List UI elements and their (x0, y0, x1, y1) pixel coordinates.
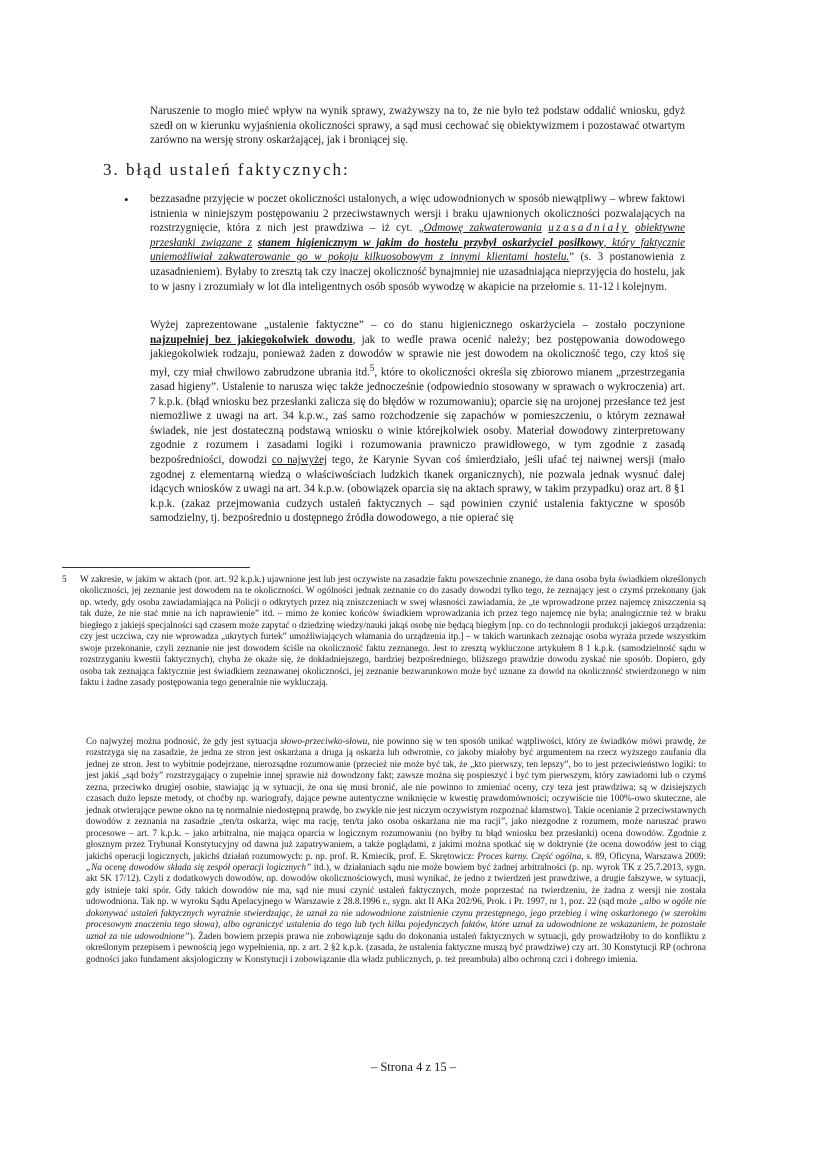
quote-run: , który faktycznie uniemożliwiał zakwaterowanie go w pokoju kilkuosobowym z innymi klientami hostelu. (150, 236, 686, 264)
quote-run: obiektywne przesłanki związane z (150, 222, 686, 249)
text-run: Wyżej zaprezentowane „ustalenie faktyczne” – co do stanu higienicznego oskarżyciela – zostało poczynione (150, 319, 685, 331)
bold-underlined-run: najzupełniej bez jakiegokolwiek dowodu (150, 333, 353, 346)
footnote-paragraph-2 (86, 737, 706, 966)
text-run: Co najwyżej można podnosić, że gdy jest sytuacja (86, 737, 281, 747)
quote-bold-run: stanem higienicznym w jakim do hostelu przybył oskarżyciel posiłkowy (257, 236, 604, 249)
text-run: tego, że Karynie Syvan coś śmierdziało, jeśli ufać tej naiwnej wersji (mało zgodnej z elementarną wiedzą o właściwościach ludzkich tkanek organicznych), nie pozwala jednak wysnuć dalej idących wniosków z uwagi na art. 34 k.p.w. (obowiązek oparcia się na aktach sprawy, w takim przypadku) oraz art. 8 §1 k.p.k. (zakaz przejmowania cudzych ustaleń faktycznych – sąd powinien czynić ustalenia faktyczne w sposób samodzielny, tj. bezpośrednio u dostępnego źródła dowodowego, a nie opierać się (150, 454, 685, 525)
text-run: itd.), w działaniach sądu nie może bowiem być żadnej arbitralności (p. np. wyrok TK z 25.7.2013, sygn. akt SK 17/12). Czyli z dodatkowych dowodów, np. dowodów okolicznościowych, musi wynikać, że jedno z twierdzeń jest prawdziwe, a drugie fałszywe, w sytuacji, gdy istnieje taki spór. Gdy takich dowodów nie ma, sąd nie musi czynić ustaleń faktycznych, może poprzestać na twierdzeniu, że żadna z wersji nie została udowodniona. Tak np. w wyroku Sądu Apelacyjnego w Warszawie z 28.8.1996 r., sygn. akt II AKa 202/96, Prok. i Pr. 1997, nr 1, poz. 22 (sąd może (86, 862, 706, 908)
footnote-paragraph-1: W zakresie, w jakim w aktach (por. art. 92 k.p.k.) ujawnione jest lub jest oczywiste na zasadzie faktu powszechnie znanego, że dana osoba była świadkiem określonych okoliczności, jej zeznanie jest dowodem na te okoliczności. W ogólności jednak zeznanie co do zasady dowodzi tylko tego, że zeznający jest o czymś przekonany (jak np. wtedy, gdy osoba zawiadamiająca na Policji o odkrytych przez nią zniszczeniach w swej własności zawiadamia, że „te wprowadzone przez najemcę zniszczenia są tak duże, że nie stać mnie na ich naprawienie” itd. – mimo że koniec końców świadkiem wprowadzania ich przez tego najemcę nie była; analogicznie też w braku biegłego z jakiejś specjalności sąd czasem może zapytać o dziedzinę wiedzy/nauki jakąś osobę nie będącą biegłym [np. co do technologii produkcji jakiegoś urządzenia: czy jest uczciwa, czy nie wprowadza „ukrytych furtek” umożliwiających włamania do urządzenia itp.] – w takich warunkach zeznając osoba wyraża przede wszystkim swoje przekonanie, czyli zeznanie nie jest dowodem ściśle na okoliczność faktu zeznanego. Jest to zresztą wykluczone artykułem 8 1 k.p.k. (samodzielność sądu w rozstrzyganiu kwestii faktycznych), chyba że okaże się, że dokładniejszego, bardziej bezpośredniego, bliższego prawdzie dowodu zyskać nie sposób. Dopiero, gdy osoba tak zeznająca faktycznie jest świadkiem zeznawanej okoliczności, jej zeznanie bezwarunkowo może być uznane za dowód na okoliczność stwierdzonego w nim faktu i żadne zasady postępowania tego generalnie nie wykluczają. (80, 575, 706, 689)
bullet-paragraph-2 (150, 318, 685, 526)
footnote-number: 5 (62, 575, 67, 585)
text-run: , nie powinno się w ten sposób unikać wątpliwości, który ze świadków mówi prawdę, że rozstrzyga się na zasadzie, że jedna ze stron jest oskarżana a druga ją oskarża lub odwrotnie, co jakoby miałoby być argumentem na rzecz wyższego zaufania dla jednej ze stron. Jest to wybitnie podejrzane, nierozsądne rozumowanie (przecież nie może być tak, że „kto pierwszy, ten lepszy”, bo to jest przeciwieństwo logiki: to jest jakiś „sąd boży” rozstrzygający o zupełnie innej sprawie niż dowodzony fakt; zawsze można się pospieszyć i być tym pierwszym, który zawiadomi lub o czymś zezna, przeciwko drugiej osobie, stawiając ją w sytuacji, że ona się musi bronić, ale nie powinno to zmieniać oceny, czy teza jest prawdziwa; są w dzisiejszych czasach dużo lepsze metody, ot choćby np. wariografy, dające pewne autentyczne wniknięcie w kwestię prawdomówności; oczywiście nie 100%-owo skuteczne, ale jednak otwierające pewne okno na tę normalnie niedostępną prawdę, bo zwykle nie jest niczym oczywistym rozpoznać kłamstwo). Takie ocenianie 2 przeciwstawnych dowodów z zeznania na zasadzie „ten/ta oskarża, więc ma rację, ten/ta jako osoba oskarżana nie ma racji”, jako niezgodne z rozumem, może naruszać prawo procesowe – art. 7 k.p.k. – jako arbitralna, nie mająca oparcia w logicznym rozumowaniu (no byłby tu błąd wniosku bez przesłanki) ocena dowodów. Zgodnie z głosznym przez Trybunał Konstytucyjny od dawna już zapatrywaniem, a także poglądami, z jakimi można spotkać się w doktrynie (że ocena dowodów jest to ciąg jakichś operacji logicznych, jakichś działań rozumowych: p. np. prof. R. Kmiecik, prof. E. Skrętowicz: (86, 737, 706, 862)
text-run: bezzasadne przyjęcie w poczet okoliczności ustalonych, a więc udowodnionych w sposób niewątpliwy – wbrew faktowi istnienia w niniejszym postępowaniu 2 przeciwstawnych wersji i braku ujawnionych okoliczności pozwalających na rozstrzygnięcie, która z nich jest prawdziwa – iż cyt. „ (150, 193, 685, 235)
italic-run: „albo w ogóle nie dokonywać ustaleń faktycznych wyraźnie stwierdzając, że uznał za nie udowodnione zaistnienie czynu przestępnego, jego przebieg i winę oskarżonego (w szerokim procesowym znaczeniu tego słowa), albo ograniczyć ustalenia do tego lub tych kilku pojedynczych faktów, które uznał za udowodnione ze wskazaniem, że pozostałe uznał za nie udowodnione” (86, 897, 706, 942)
quote-run: Odmowę zakwaterowania (423, 222, 542, 235)
text-run: , jak to wedle prawa ocenić należy; bez postępowania dowodowego jakiegokolwiek rodzaju, ponieważ żaden z dowodów w sprawie nie jest dowodem na okoliczność tego, czy ktoś się mył, czy miał chwilowo zabrudzone ubrania itd. (150, 333, 685, 379)
bullet-icon: • (124, 192, 129, 207)
underlined-run: co najwyżej (271, 454, 328, 467)
bullet-paragraph-1 (150, 192, 685, 294)
italic-run: słowo-przeciwko-słowu (280, 737, 368, 747)
italic-run: „Na ocenę dowodów składa się zespół operacji logicznych” (86, 862, 312, 873)
quote-spaced-run: uzasadniały (548, 222, 629, 235)
text-run: ” (s. 3 postanowienia z uzasadnieniem). Byłaby to zresztą tak czy inaczej okoliczność bynajmniej nie uzasadniająca nieprzyjęcia do hostelu, jak to w jasny i zrozumiały w lot dla inteligentnych osób sposób wywodzę w akapicie na przełomie s. 11-12 i kolejnym. (150, 251, 685, 293)
section-heading: 3. błąd ustaleń faktycznych: (103, 160, 350, 179)
page-footer: – Strona 4 z 15 – (370, 1060, 457, 1074)
text-run: , które to okoliczności określa się zbiorowo mianem „przestrzegania zasad higieny”. Ustalenie to narusza więc także jednocześnie (odpowiednio stosowany w sprawach o wykroczenia) art. 7 k.p.k. (błąd wniosku bez przesłanki zalicza się do błędów w rozumowaniu); oparcie się na urojonej przesłance też jest niemożliwe z uwagi na art. 34 k.p.w., zaś samo rozchodzenie się zapachów w pomieszczeniu, o którym zeznawał świadek, nie jest dostateczną podstawą wniosku o winie którejkolwiek osoby. Materiał dowodowy zinterpretowany zgodnie z rozumem i zasadami logiki i rozumowania prawniczo prawidłowego, w tym zgodnie z zasadą bezpośredniości, dowodzi (150, 366, 685, 467)
intro-paragraph: Naruszenie to mogło mieć wpływ na wynik sprawy, zważywszy na to, że nie było też podstaw oddalić wniosku, gdyż szedł on w kierunku wyjaśnienia okoliczności sprawy, a sąd musi cechować się obiektywizmem i pozostawać otwartym zarówno na wersję strony oskarżającej, jak i broniącej się. (150, 105, 685, 147)
text-run: ). Żaden bowiem przepis prawa nie zobowiązuje sądu do dokonania ustaleń faktycznych w sytuacji, gdy prowadziłoby to do konfliktu z określonym przepisem i pewnością jego wypełnienia, np. z art. 2 §2 k.p.k. (zasada, że ustalenia faktyczne muszą być prawdziwe) czy art. 30 Konstytucji RP (ochrona godności jako fundament aksjologiczny w Konstytucji i zobowiązanie dla władz publicznych, p. też preambuła) albo ochroną czci i dobrego imienia. (86, 931, 706, 965)
footnote-divider (62, 567, 250, 568)
text-run: , s. 89, Oficyna, Warszawa 2009: (581, 851, 707, 862)
footnote-ref[interactable]: 5 (369, 363, 375, 374)
italic-run: Proces karny. Część ogólna (477, 851, 582, 862)
